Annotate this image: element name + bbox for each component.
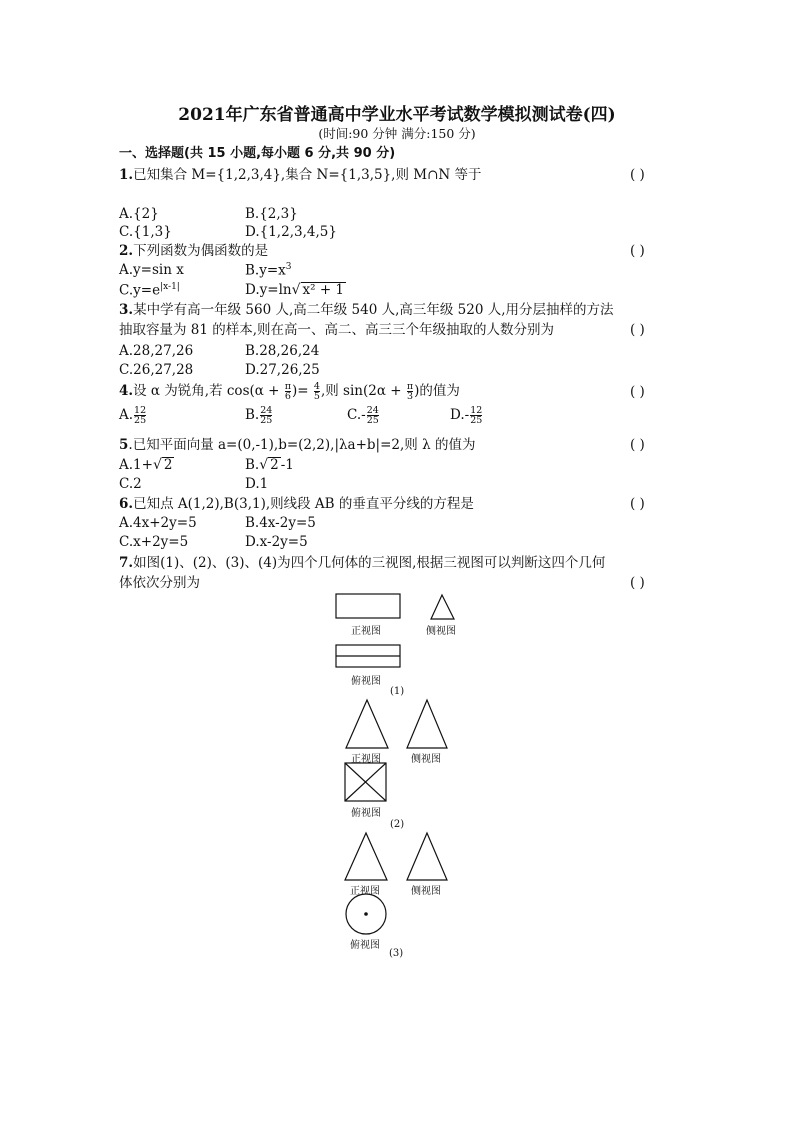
q2-option-b: $B.y=x^3$: [245, 262, 292, 279]
fig3-side-triangle: [407, 833, 447, 880]
answer-paren-5: ( ): [630, 437, 645, 453]
question-7-line-2: 体依次分别为: [119, 575, 200, 591]
fig2-label: (2): [390, 819, 405, 830]
q3-option-a: A.28,27,26: [119, 343, 194, 359]
fig3-center-dot: [364, 912, 368, 916]
q6-option-b: B.4x-2y=5: [245, 515, 316, 531]
q4-option-b: B. $\frac{24}{25}$: [245, 405, 273, 426]
fig1-front-caption: 正视图: [351, 626, 381, 637]
fig1-label: (1): [390, 686, 405, 697]
answer-paren-3: ( ): [630, 322, 645, 338]
answer-paren-2: ( ): [630, 243, 645, 259]
fig3-top-caption: 俯视图: [350, 940, 380, 951]
answer-paren-6: ( ): [630, 496, 645, 512]
q5-option-d: D.1: [245, 476, 269, 492]
q5-option-a: A.1+√ 2: [119, 457, 173, 473]
q1-option-d: D.{1,2,3,4,5}: [245, 224, 337, 240]
section-heading: 一、选择题(共 15 小题,每小题 6 分,共 90 分): [119, 146, 396, 161]
q4-option-c: C.- $\frac{24}{25}$: [347, 405, 379, 426]
question-4: 4.设 α 为锐角,若 cos(α + $\frac{\pi}{6}$ )= $\frac{4}{5}$ ,则 sin(2α + $\frac{\pi}{3}$ )的值为: [119, 381, 460, 402]
answer-paren-7: ( ): [630, 575, 645, 591]
fig2-top-caption: 俯视图: [351, 808, 381, 819]
fig1-side-caption: 侧视图: [426, 626, 456, 637]
question-6: 6.已知点 A(1,2),B(3,1),则线段 AB 的垂直平分线的方程是: [119, 496, 474, 512]
answer-paren-4: ( ): [630, 384, 645, 400]
fig2-side-triangle: [407, 700, 447, 748]
fig2-side-caption: 侧视图: [411, 754, 441, 765]
fig2-front-triangle: [346, 700, 388, 748]
fig3-front-triangle: [345, 833, 387, 880]
question-3-line-1: 3.某中学有高一年级 560 人,高二年级 540 人,高三年级 520 人,用分层抽样的方法: [119, 302, 614, 318]
q3-option-b: B.28,26,24: [245, 343, 320, 359]
q3-option-c: C.26,27,28: [119, 362, 194, 378]
q6-option-d: D.x-2y=5: [245, 534, 308, 550]
q5-option-b: B.√ 2 -1: [245, 457, 294, 473]
q1-option-b: B.{2,3}: [245, 206, 298, 222]
answer-paren-1: ( ): [630, 167, 645, 183]
fig3-front-caption: 正视图: [350, 886, 380, 897]
q6-option-c: C.x+2y=5: [119, 534, 189, 550]
q4-option-a: A. $\frac{12}{25}$: [119, 405, 147, 426]
question-2: 2.下列函数为偶函数的是: [119, 243, 269, 259]
question-1: 1.已知集合 M={1,2,3,4},集合 N={1,3,5},则 M∩N 等于: [119, 167, 482, 183]
q4-option-d: D.- $\frac{12}{25}$: [450, 405, 483, 426]
q2-option-d: D.y=ln√ x² + 1: [245, 282, 345, 298]
fig1-top-caption: 俯视图: [351, 676, 381, 687]
fig1-front-rect: [336, 594, 400, 618]
question-3-line-2: 抽取容量为 81 的样本,则在高一、高二、高三三个年级抽取的人数分别为: [119, 322, 555, 338]
q1-option-c: C.{1,3}: [119, 224, 172, 240]
q2-option-a: A.y=sin x: [119, 262, 184, 278]
fig1-side-triangle: [431, 595, 454, 619]
q2-option-c: $C.y=e^{|x-1|}$: [119, 282, 180, 299]
page-title: 2021年广东省普通高中学业水平考试数学模拟测试卷(四): [178, 105, 616, 125]
fig2-front-caption: 正视图: [351, 754, 381, 765]
q1-option-a: A.{2}: [119, 206, 159, 222]
q5-option-c: C.2: [119, 476, 142, 492]
question-5: 5.已知平面向量 a=(0,-1),b=(2,2),|λa+b|=2,则 λ 的值为: [119, 437, 476, 453]
fig3-side-caption: 侧视图: [411, 886, 441, 897]
exam-info: (时间:90 分钟 满分:150 分): [318, 126, 476, 141]
q6-option-a: A.4x+2y=5: [119, 515, 197, 531]
fig3-label: (3): [389, 948, 404, 959]
question-7-line-1: 7.如图(1)、(2)、(3)、(4)为四个几何体的三视图,根据三视图可以判断这四个几何: [119, 555, 606, 571]
q3-option-d: D.27,26,25: [245, 362, 320, 378]
